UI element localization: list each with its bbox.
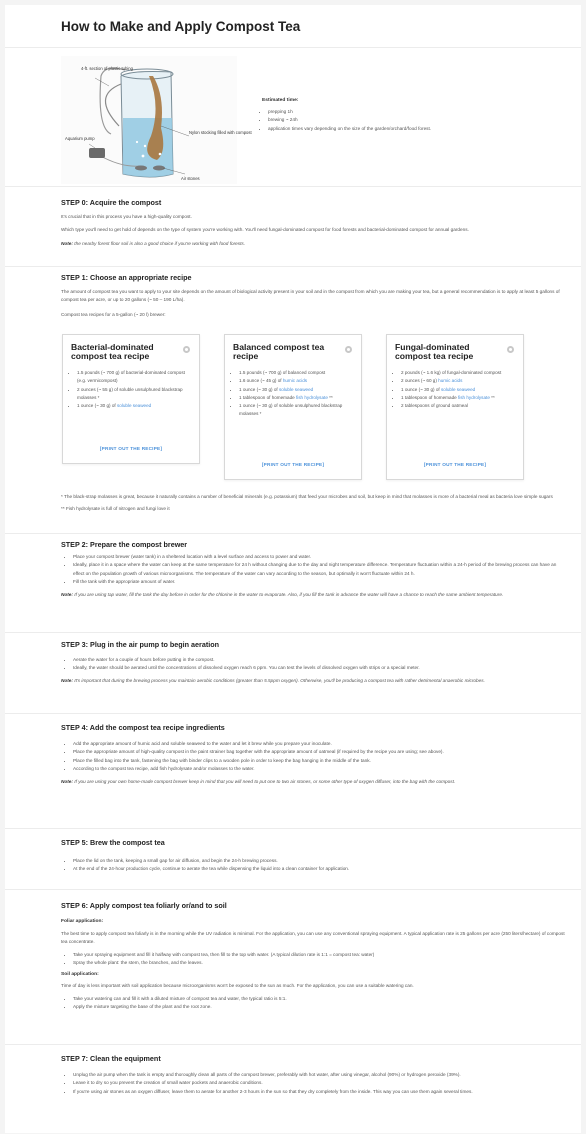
fish-hydrolysate-link[interactable]: fish hydrolysate — [295, 394, 328, 400]
soil-step: • Take your watering can and fill it with a diluted mixture of compost tea and water, the typical ratio is 5:1. — [73, 995, 567, 1003]
diagram-label-stones: Air stones — [181, 176, 200, 181]
recipe-card-title: Bacterial-dominated compost tea recipe — [71, 342, 154, 361]
recipe-ingredient: • 1.5 pounds (~ 700 g) of balanced compost — [239, 369, 357, 377]
step-7-section — [5, 1044, 581, 1133]
step-7-item: • Leave it to dry so you prevent the creation of small water pockets and anaerobic conditions. — [73, 1079, 567, 1087]
step-3-note: Note: It's important that during the brewing process you maintain aerobic conditions (greater than 5.5ppm oxygen). Otherwise, you'll be producing a compost tea with rather detrimental anaerobic microbes. — [61, 677, 485, 683]
foliar-application-text: The best time to apply compost tea foliarly is in the morning while the UV radiation is minimal. For the application, you can use any conventional spraying equipment. A typical application rate is 25 gallons per acre (250 liters/hectare) of compost tea concentrate. — [61, 931, 565, 945]
recipe-card-title: Fungal-dominated compost tea recipe — [395, 342, 474, 361]
step-6-section — [5, 889, 581, 1044]
step-4-item: • Place the appropriate amount of high-quality compost in the paint strainer bag together with the appropriate amount of oatmeal (if required by the recipe you are using; see above). — [73, 748, 567, 756]
step-5-heading: STEP 5: Brew the compost tea — [61, 838, 165, 847]
recipe-card-bacterial — [62, 334, 200, 464]
recipe-ingredient: • 2 ounces (~ 60 g) humic acids — [401, 377, 519, 385]
step-3-section — [5, 632, 581, 713]
step-3-item: • Ideally, the water should be aerated until the concentrations of dissolved oxygen reach 6 ppm. You can test the levels of dissolved oxygen with strips or a special meter. — [73, 664, 567, 672]
foliar-application-label: Foliar application: — [61, 919, 104, 924]
humic-acids-link[interactable]: humic acids — [282, 378, 308, 384]
recipe-ingredient: • 2 ounces (~ 55 g) of soluble unsulphured blackstrap molasses * — [77, 386, 195, 403]
print-recipe-link[interactable]: [PRINT OUT THE RECIPE] — [99, 446, 163, 451]
page-header — [5, 5, 581, 47]
step-2-section — [5, 533, 581, 632]
info-icon — [507, 346, 514, 353]
step-1-heading: STEP 1: Choose an appropriate recipe — [61, 273, 192, 282]
step-2-note: Note: If you are using tap water, fill the tank the day before in order for the chlorine in the water to evaporate. Also, if you fill the tank in advance the water will have a chance to reach the same ambient temperature. — [61, 591, 504, 597]
info-icon — [345, 346, 352, 353]
step-5-item: • At the end of the 24-hour production cycle, continue to aerate the tea while dispensing the liquid into a clean container for application. — [73, 865, 567, 873]
soluble-seaweed-link[interactable]: soluble seaweed — [116, 403, 152, 409]
step-7-heading: STEP 7: Clean the equipment — [61, 1054, 161, 1063]
step-5-section — [5, 828, 581, 889]
recipe-ingredient: • 1 tablespoon of homemade fish hydrolysate ** — [239, 394, 357, 402]
soluble-seaweed-link[interactable]: soluble seaweed — [278, 386, 314, 392]
diagram-label-stocking: Nylon stocking filled with compost — [189, 130, 252, 135]
step-2-item: • Ideally, place it in a space where the water can keep at the same temperature for 24 h without changing due to the day and night temperature difference. Temperature fluctuation within a 24-h period of the brewing process can have an effect on the population growth of various microorganisms. The temperature of the water can vary according to the season, but optimally it won't fluctuate within 24 h. — [73, 561, 567, 578]
step-3-heading: STEP 3: Plug in the air pump to begin aeration — [61, 640, 220, 649]
step-7-item: • Unplug the air pump when the tank is empty and thoroughly clean all parts of the compost brewer, preferably with hot water, after using vinegar, alcohol (90%) or hydrogen peroxide (39%). — [73, 1071, 567, 1079]
step-1-text: Compost tea recipes for a 5-gallon (~ 20 l) brewer: — [61, 311, 166, 317]
step-2-item: • Place your compost brewer (water tank) in a sheltered location with a level surface and access to power and water. — [73, 553, 567, 561]
hero-section — [5, 47, 581, 186]
step-4-item: • Place the filled bag into the tank, fastening the bag with binder clips to a wooden pole in order to keep the bag hanging in the middle of the tank. — [73, 757, 567, 765]
recipe-ingredient: • 1 ounce (~ 30 g) of soluble seaweed — [401, 386, 519, 394]
step-0-note: Note: the nearby forest floor soil is also a good choice if you're working with food forests. — [61, 240, 246, 246]
estimated-time-item: • prepping 1h — [268, 108, 562, 116]
step-0-text: Which type you'll need to get hold of depends on the type of system you're working with. You'll need fungal-dominated compost for food forests and bacterial-dominated compost for annual gardens. — [61, 227, 469, 233]
step-4-note: Note: If you are using your own home-made compost brewer keep in mind that you will need to put one to two air stones, or some other type of oxygen diffuser, into the bag with the compost. — [61, 778, 456, 784]
recipe-ingredient: • 1 tablespoon of homemade fish hydrolysate ** — [401, 394, 519, 402]
recipe-card-title: Balanced compost tea recipe — [233, 342, 325, 361]
step-4-heading: STEP 4: Add the compost tea recipe ingredients — [61, 723, 225, 732]
recipe-ingredient: • 1 ounce (~ 30 g) of soluble seaweed — [77, 402, 195, 410]
recipe-ingredient: • 1 ounce (~ 30 g) of soluble seaweed — [239, 386, 357, 394]
step-1-section — [5, 266, 581, 533]
soil-application-label: Soil application: — [61, 972, 99, 978]
step-7-item: • If you're using air stones as an oxygen diffuser, leave them to aerate for another 2-3 hours in the sun so that they dry completely from the inside. This way you can use them again several times. — [73, 1088, 567, 1096]
step-2-heading: STEP 2: Prepare the compost brewer — [61, 540, 188, 549]
soil-step: • Apply the mixture targeting the base of the plant and the root zone. — [73, 1003, 567, 1011]
recipe-cards — [5, 334, 581, 467]
step-4-item: • Add the appropriate amount of humic acid and soluble seaweed to the water and let it brew while you prepare your inoculate. — [73, 740, 567, 748]
compost-brewer-diagram — [61, 56, 252, 184]
humic-acids-link[interactable]: humic acids — [438, 378, 463, 384]
foliar-step: • Spray the whole plant: the stem, the branches, and the leaves. — [73, 959, 567, 967]
recipe-ingredient: • 1 ounce (~ 30 g) of soluble unsulphured blackstrap molasses * — [239, 402, 357, 419]
page-title: How to Make and Apply Compost Tea — [61, 19, 301, 34]
recipe-card-fungal — [386, 334, 524, 480]
foliar-step: • Take your spraying equipment and fill it halfway with compost tea, then fill to the top with water. (A typical dilution rate is 1:1 = compost tea: water) — [73, 951, 567, 959]
print-recipe-link[interactable]: [PRINT OUT THE RECIPE] — [261, 462, 325, 467]
step-6-heading: STEP 6: Apply compost tea foliarly or/and to soil — [61, 901, 227, 910]
step-0-section — [5, 186, 581, 266]
fish-hydrolysate-link[interactable]: fish hydrolysate — [457, 394, 490, 400]
step-2-item: • Fill the tank with the appropriate amount of water. — [73, 578, 567, 586]
recipe-card-balanced — [224, 334, 362, 480]
footnote-molasses: * The black-strap molasses is great, because it naturally contains a number of beneficial minerals (e.g. potassium) that feed your microbes and soil, but keep in mind that molasses is more of a bacterial meal as bacteria love simple sugars — [61, 494, 553, 499]
estimated-time-item: • application times vary depending on the size of the garden/orchard/food forest. — [268, 125, 562, 133]
recipe-ingredient: • 2 tablespoons of ground oatmeal — [401, 402, 519, 410]
recipe-ingredient: • 1.5 pounds (~ 700 g) of bacterial-dominated compost (e.g. vermicompost) — [77, 369, 195, 386]
diagram-label-tubing: 4-ft. section of plastic tubing — [81, 66, 133, 71]
estimated-time-label: Estimated time: — [262, 98, 299, 103]
step-0-heading: STEP 0: Acquire the compost — [61, 198, 162, 207]
print-recipe-link[interactable]: [PRINT OUT THE RECIPE] — [423, 462, 487, 467]
step-5-item: • Place the lid on the tank, keeping a small gap for air diffusion, and begin the 24-h brewing process. — [73, 857, 567, 865]
step-4-section — [5, 713, 581, 828]
step-4-item: • According to the compost tea recipe, add fish hydrolysate and/or molasses to the water. — [73, 765, 567, 773]
estimated-time-block — [262, 98, 562, 133]
diagram-label-pump: Aquarium pump — [65, 136, 95, 141]
soluble-seaweed-link[interactable]: soluble seaweed — [440, 386, 476, 392]
soil-application-text: Time of day is less important with soil application because microorganisms won't be exposed to the sun as much. For the application, you can use a suitable watering can. — [61, 983, 414, 989]
step-1-text: The amount of compost tea you want to apply to your site depends on the amount of biological activity present in your soil and in the compost from which you are making your tea, but a general recommendation is to apply at least 5 gallons of compost tea per acre, or up to 20 gallons (~ 50 – 190 L/ha). — [61, 289, 560, 303]
recipe-ingredient: • 2 pounds (~ 1.6 kg) of fungal-dominated compost — [401, 369, 519, 377]
recipe-ingredient: • 1.6 ounce (~ 45 g) of humic acids — [239, 377, 357, 385]
info-icon — [183, 346, 190, 353]
footnote-fish-hydrolysate: ** Fish hydrolysate is full of nitrogen and fungi love it — [61, 506, 170, 512]
step-3-item: • Aerate the water for a couple of hours before putting in the compost. — [73, 656, 567, 664]
step-0-text: It's crucial that in this process you have a high-quality compost. — [61, 214, 192, 219]
estimated-time-item: • brewing ~ 24h — [268, 116, 562, 124]
